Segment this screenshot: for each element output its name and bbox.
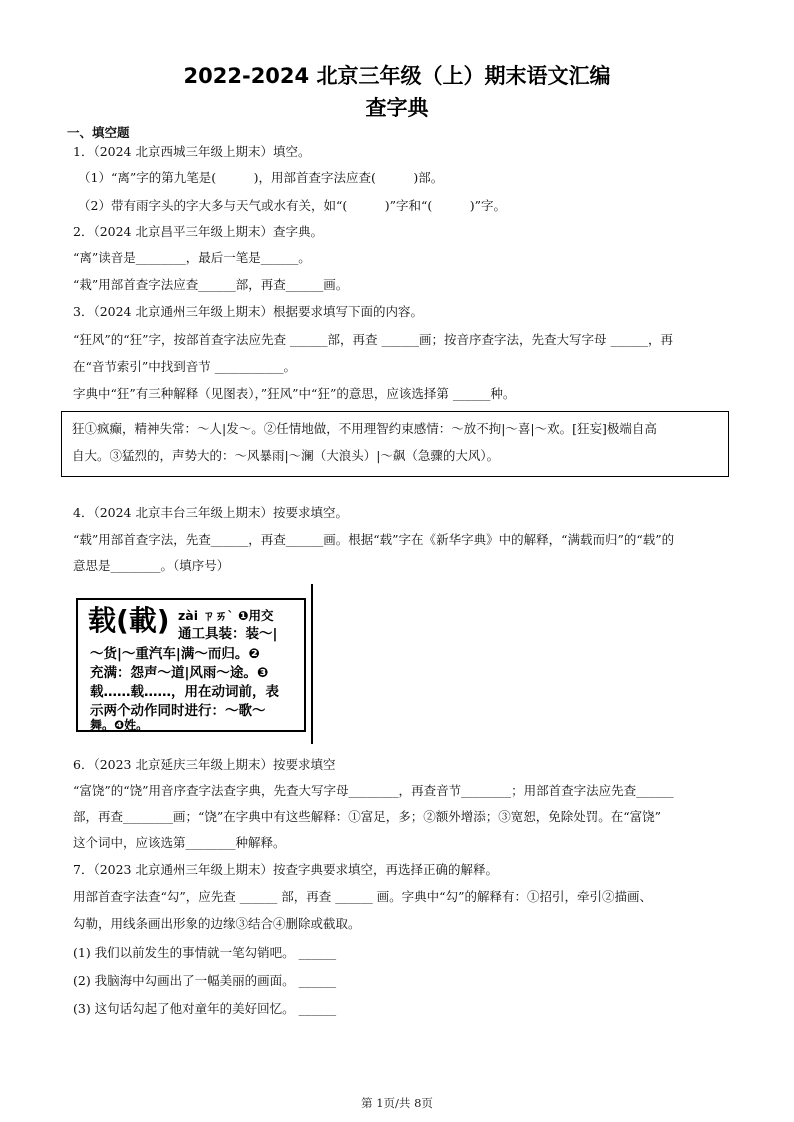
q7-line-2: 勾勒，用线条画出形象的边缘③结合④删除或截取。 (73, 916, 361, 931)
dict-line: 示两个动作同时进行：～歌～ (90, 703, 266, 719)
dictionary-entry-image (76, 598, 306, 732)
q3-stem: 3．（2024 北京通州三年级上期末）根据要求填写下面的内容。 (73, 304, 423, 319)
divider-line (311, 584, 313, 744)
dict-line: 通工具装：装～| (178, 626, 278, 642)
section-heading: 一、填空题 (67, 125, 130, 140)
definition-box (61, 411, 729, 477)
dict-line: ～货|～重汽车|满～而归。❷ (90, 646, 260, 662)
q7-line-1: 用部首查字法查“勾”，应先查 ______ 部，再查 ______ 画。字典中“勾”的解释有：①招引，牵引②描画、 (73, 889, 652, 904)
definition-line-2: 自大。③猛烈的，声势大的：～风暴雨|～澜（大浪头）|～飙（急骤的大风）。 (72, 448, 500, 463)
q3-line-1: “狂风”的“狂”字，按部首查字法应先查 ______部，再查 ______画；按音序查字法，先查大写字母 ______，再 (73, 332, 673, 347)
page-footer: 第 1页/共 8页 (361, 1096, 433, 1110)
q1-line-1: （1）“离”字的第九笔是( )，用部首查字法应查( )部。 (78, 170, 444, 185)
dict-line: 舞。❹姓。 (90, 718, 149, 732)
q7-sentence-1: (1) 我们以前发生的事情就一笔勾销吧。 ______ (73, 945, 337, 960)
q7-sentence-2: (2) 我脑海中勾画出了一幅美丽的画面。 ______ (73, 973, 337, 988)
document-subtitle: 查字典 (365, 96, 429, 120)
q1-line-2: （2）带有雨字头的字大多与天气或水有关，如“( )”字和“( )”字。 (78, 198, 507, 213)
q1-stem: 1．（2024 北京西城三年级上期末）填空。 (73, 144, 311, 159)
q7-sentence-3: (3) 这句话勾起了他对童年的美好回忆。 ______ (73, 1001, 337, 1016)
q6-stem: 6．（2023 北京延庆三年级上期末）按要求填空 (73, 757, 336, 772)
q3-line-3: 字典中“狂”有三种解释（见图表），”狂风”中“狂”的意思，应该选择第 ______种。 (73, 386, 516, 401)
definition-line-1: 狂①疯癫，精神失常：～人|发～。②任情地做，不用理智约束感情：～放不拘|～喜|～欢。[狂妄]极端自高 (72, 421, 657, 436)
q2-line-1: “离”读音是________，最后一笔是______。 (73, 250, 311, 265)
dict-line: 充满：怨声～道|风雨～途。❸ (90, 665, 269, 681)
document-title: 2022-2024 北京三年级（上）期末语文汇编 (183, 64, 611, 88)
q3-line-2: 在“音节索引”中找到音节 ___________。 (73, 359, 297, 374)
q6-line-1: “富饶”的“饶”用音序查字法查字典，先查大写字母________，再查音节________；用部首查字法应先查______ (73, 783, 674, 798)
dict-pinyin: zài ㄗㄞˋ ❶用交 (178, 608, 274, 623)
dict-headword: 载(載) (88, 604, 170, 637)
q4-line-2: 意思是________。（填序号） (73, 558, 230, 573)
dict-line: 载……载……，用在动词前，表 (90, 684, 279, 700)
q4-line-1: “载”用部首查字法，先查______，再查______画。根据“载”字在《新华字典》中的解释，“满载而归”的“载”的 (73, 532, 675, 547)
q6-line-2: 部，再查________画；“饶”在字典中有这些解释：①富足，多；②额外增添；③宽恕，免除处罚。在“富饶” (73, 809, 662, 824)
q2-line-2: “栽”用部首查字法应查______部，再查______画。 (73, 277, 349, 292)
q7-stem: 7．（2023 北京通州三年级上期末）按查字典要求填空，再选择正确的解释。 (73, 862, 498, 877)
q2-stem: 2．（2024 北京昌平三年级上期末）查字典。 (73, 224, 323, 239)
q4-stem: 4．（2024 北京丰台三年级上期末）按要求填空。 (73, 505, 348, 520)
q6-line-3: 这个词中，应该选第________种解释。 (73, 835, 286, 850)
